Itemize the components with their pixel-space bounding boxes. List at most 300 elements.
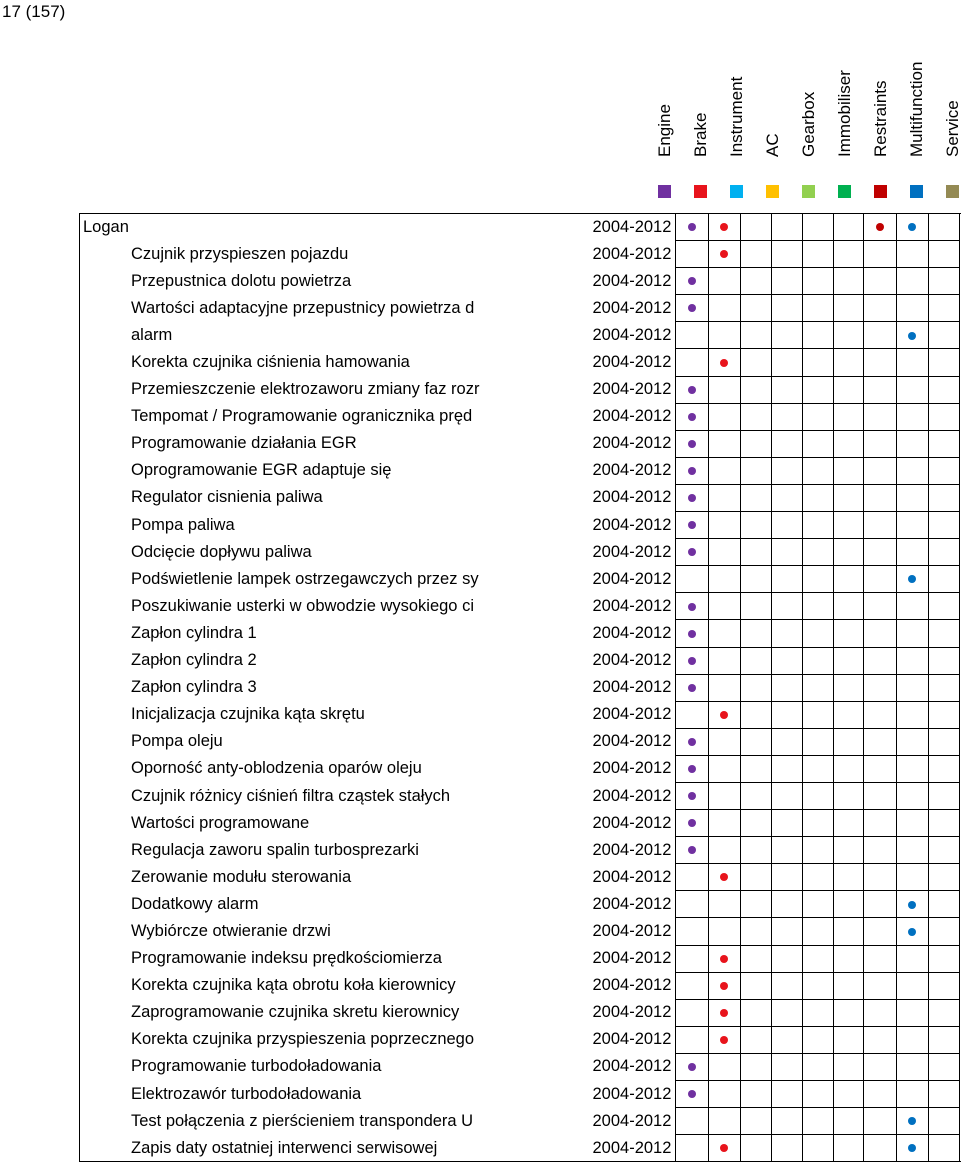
row-years: 2004-2012 <box>592 813 672 832</box>
cell-service <box>928 1108 959 1135</box>
row-years: 2004-2012 <box>592 569 672 588</box>
cell-multifunction <box>896 1108 928 1135</box>
cell-gearbox <box>802 566 833 593</box>
cell-immobiliser <box>833 484 864 511</box>
row-years: 2004-2012 <box>592 732 672 751</box>
cell-immobiliser <box>833 295 864 322</box>
cell-gearbox <box>802 864 833 891</box>
cell-instrument <box>740 864 771 891</box>
row-name: Inicjalizacja czujnika kąta skrętu <box>131 705 365 724</box>
cell-brake <box>708 1081 740 1108</box>
cell-immobiliser <box>833 322 864 349</box>
cell-brake <box>708 1053 740 1080</box>
row-name: Tempomat / Programowanie ogranicznika pręd <box>131 407 473 426</box>
cell-brake <box>708 1135 740 1162</box>
table-row <box>79 457 960 484</box>
cell-service <box>928 241 959 268</box>
cell-engine <box>676 484 708 511</box>
cell-instrument <box>740 539 771 566</box>
cell-gearbox <box>802 295 833 322</box>
cell-service <box>928 1053 959 1080</box>
cell-multifunction <box>896 837 928 864</box>
column-label-restraints: Restraints <box>871 80 890 157</box>
cell-service <box>928 484 959 511</box>
row-years: 2004-2012 <box>592 840 672 859</box>
cell-brake <box>708 782 740 809</box>
marker-dot-engine <box>688 467 696 475</box>
row-years: 2004-2012 <box>592 867 672 886</box>
cell-restraints <box>864 376 896 403</box>
cell-gearbox <box>802 512 833 539</box>
cell-instrument <box>740 837 771 864</box>
cell-ac <box>771 728 802 755</box>
row-years: 2004-2012 <box>592 705 672 724</box>
cell-instrument <box>740 1053 771 1080</box>
cell-brake <box>708 349 740 376</box>
cell-gearbox <box>802 268 833 295</box>
row-years: 2004-2012 <box>592 976 672 995</box>
cell-restraints <box>864 268 896 295</box>
row-years: 2004-2012 <box>592 786 672 805</box>
cell-immobiliser <box>833 349 864 376</box>
cell-service <box>928 674 959 701</box>
cell-instrument <box>740 972 771 999</box>
cell-engine <box>676 430 708 457</box>
column-header-brake <box>683 0 719 205</box>
cell-brake <box>708 457 740 484</box>
cell-immobiliser <box>833 566 864 593</box>
row-name: Test połączenia z pierścieniem transpondera U <box>131 1111 474 1130</box>
cell-brake <box>708 810 740 837</box>
marker-dot-brake <box>720 359 728 367</box>
marker-dot-brake <box>720 223 728 231</box>
cell-gearbox <box>802 593 833 620</box>
cell-ac <box>771 972 802 999</box>
cell-service <box>928 810 959 837</box>
cell-service <box>928 945 959 972</box>
table-row <box>79 1135 960 1162</box>
row-name: Pompa oleju <box>131 732 223 751</box>
cell-service <box>928 322 959 349</box>
cell-restraints <box>864 891 896 918</box>
cell-gearbox <box>802 918 833 945</box>
cell-brake <box>708 376 740 403</box>
cell-ac <box>771 593 802 620</box>
marker-dot-brake <box>720 711 728 719</box>
cell-brake <box>708 295 740 322</box>
marker-dot-engine <box>688 413 696 421</box>
marker-dot-multifunction <box>908 928 916 936</box>
cell-service <box>928 512 959 539</box>
table-row <box>79 945 960 972</box>
table-row <box>79 1108 960 1135</box>
table-row <box>79 322 960 349</box>
cell-ac <box>771 1053 802 1080</box>
column-label-instrument: Instrument <box>727 76 746 157</box>
row-years: 2004-2012 <box>592 542 672 561</box>
row-name: Regulacja zaworu spalin turbosprezarki <box>131 840 419 859</box>
cell-instrument <box>740 403 771 430</box>
cell-instrument <box>740 322 771 349</box>
legend-square-engine <box>658 185 671 198</box>
row-name: Programowanie działania EGR <box>131 434 357 453</box>
marker-dot-multifunction <box>908 575 916 583</box>
column-header-service <box>935 0 971 205</box>
cell-engine <box>676 376 708 403</box>
row-name: Oporność anty-oblodzenia oparów oleju <box>131 759 422 778</box>
table-row <box>79 620 960 647</box>
cell-gearbox <box>802 376 833 403</box>
row-years: 2004-2012 <box>592 353 672 372</box>
cell-gearbox <box>802 1135 833 1162</box>
cell-restraints <box>864 322 896 349</box>
cell-restraints <box>864 484 896 511</box>
table-row <box>79 1081 960 1108</box>
cell-engine <box>676 1108 708 1135</box>
marker-dot-brake <box>720 955 728 963</box>
cell-immobiliser <box>833 701 864 728</box>
cell-immobiliser <box>833 1108 864 1135</box>
cell-restraints <box>864 430 896 457</box>
marker-dot-engine <box>688 223 696 231</box>
cell-multifunction <box>896 214 928 241</box>
cell-ac <box>771 403 802 430</box>
cell-instrument <box>740 728 771 755</box>
table-row <box>79 376 960 403</box>
cell-service <box>928 1135 959 1162</box>
row-name: Zerowanie modułu sterowania <box>131 867 352 886</box>
cell-gearbox <box>802 701 833 728</box>
cell-restraints <box>864 1135 896 1162</box>
row-years: 2004-2012 <box>592 515 672 534</box>
cell-gearbox <box>802 810 833 837</box>
row-name: Odcięcie dopływu paliwa <box>131 542 312 561</box>
cell-immobiliser <box>833 593 864 620</box>
cell-instrument <box>740 810 771 837</box>
cell-service <box>928 755 959 782</box>
column-label-service: Service <box>943 100 962 157</box>
cell-ac <box>771 484 802 511</box>
table-row <box>79 701 960 728</box>
marker-dot-engine <box>688 738 696 746</box>
marker-dot-engine <box>688 440 696 448</box>
row-name: Elektrozawór turbodoładowania <box>131 1084 362 1103</box>
column-header-multifunction <box>899 0 935 205</box>
cell-instrument <box>740 214 771 241</box>
marker-dot-engine <box>688 1063 696 1071</box>
row-years: 2004-2012 <box>592 1030 672 1049</box>
row-years: 2004-2012 <box>592 1057 672 1076</box>
cell-service <box>928 1081 959 1108</box>
cell-ac <box>771 512 802 539</box>
cell-restraints <box>864 918 896 945</box>
cell-service <box>928 566 959 593</box>
row-name: Korekta czujnika ciśnienia hamowania <box>131 353 410 372</box>
cell-brake <box>708 214 740 241</box>
cell-instrument <box>740 1081 771 1108</box>
cell-multifunction <box>896 1053 928 1080</box>
cell-brake <box>708 701 740 728</box>
cell-restraints <box>864 295 896 322</box>
row-years: 2004-2012 <box>592 407 672 426</box>
cell-service <box>928 430 959 457</box>
marker-dot-engine <box>688 277 696 285</box>
cell-ac <box>771 457 802 484</box>
table-row <box>79 864 960 891</box>
cell-gearbox <box>802 241 833 268</box>
cell-service <box>928 728 959 755</box>
cell-service <box>928 403 959 430</box>
legend-square-multifunction <box>910 185 923 198</box>
cell-service <box>928 999 959 1026</box>
cell-engine <box>676 349 708 376</box>
cell-engine <box>676 403 708 430</box>
cell-multifunction <box>896 512 928 539</box>
cell-ac <box>771 1026 802 1053</box>
row-years: 2004-2012 <box>592 244 672 263</box>
cell-engine <box>676 918 708 945</box>
cell-multifunction <box>896 728 928 755</box>
cell-restraints <box>864 782 896 809</box>
cell-ac <box>771 810 802 837</box>
marker-dot-engine <box>688 819 696 827</box>
row-name: Wartości programowane <box>131 813 310 832</box>
cell-multifunction <box>896 295 928 322</box>
row-years: 2004-2012 <box>592 325 672 344</box>
cell-engine <box>676 1135 708 1162</box>
legend-square-instrument <box>730 185 743 198</box>
cell-immobiliser <box>833 810 864 837</box>
cell-ac <box>771 782 802 809</box>
table-row <box>79 484 960 511</box>
row-name: Korekta czujnika kąta obrotu koła kierownicy <box>131 976 456 995</box>
cell-brake <box>708 728 740 755</box>
cell-brake <box>708 593 740 620</box>
cell-gearbox <box>802 457 833 484</box>
cell-ac <box>771 891 802 918</box>
cell-ac <box>771 1108 802 1135</box>
cell-instrument <box>740 620 771 647</box>
cell-engine <box>676 999 708 1026</box>
cell-brake <box>708 512 740 539</box>
cell-immobiliser <box>833 782 864 809</box>
cell-service <box>928 891 959 918</box>
column-label-brake: Brake <box>691 112 710 157</box>
row-years: 2004-2012 <box>592 488 672 507</box>
cell-multifunction <box>896 349 928 376</box>
cell-instrument <box>740 701 771 728</box>
cell-gearbox <box>802 539 833 566</box>
cell-multifunction <box>896 539 928 566</box>
cell-restraints <box>864 1053 896 1080</box>
cell-immobiliser <box>833 1135 864 1162</box>
cell-brake <box>708 403 740 430</box>
cell-immobiliser <box>833 945 864 972</box>
cell-instrument <box>740 295 771 322</box>
marker-dot-brake <box>720 250 728 258</box>
table-row <box>79 647 960 674</box>
cell-brake <box>708 566 740 593</box>
cell-engine <box>676 241 708 268</box>
cell-engine <box>676 837 708 864</box>
cell-gearbox <box>802 755 833 782</box>
cell-multifunction <box>896 430 928 457</box>
row-name: Korekta czujnika przyspieszenia poprzecznego <box>131 1030 475 1049</box>
cell-service <box>928 620 959 647</box>
cell-engine <box>676 593 708 620</box>
cell-instrument <box>740 891 771 918</box>
cell-ac <box>771 349 802 376</box>
marker-dot-engine <box>688 846 696 854</box>
row-years: 2004-2012 <box>592 596 672 615</box>
row-name: Zapłon cylindra 2 <box>131 651 257 670</box>
row-name: alarm <box>131 325 173 344</box>
cell-brake <box>708 999 740 1026</box>
legend-square-gearbox <box>802 185 815 198</box>
cell-instrument <box>740 1135 771 1162</box>
row-name: Logan <box>83 217 129 236</box>
cell-brake <box>708 891 740 918</box>
cell-engine <box>676 810 708 837</box>
cell-brake <box>708 647 740 674</box>
cell-restraints <box>864 403 896 430</box>
cell-service <box>928 837 959 864</box>
cell-restraints <box>864 701 896 728</box>
table-row <box>79 810 960 837</box>
cell-immobiliser <box>833 972 864 999</box>
cell-instrument <box>740 512 771 539</box>
cell-immobiliser <box>833 647 864 674</box>
row-years: 2004-2012 <box>592 271 672 290</box>
cell-gearbox <box>802 945 833 972</box>
cell-restraints <box>864 728 896 755</box>
cell-restraints <box>864 972 896 999</box>
marker-dot-multifunction <box>908 223 916 231</box>
cell-engine <box>676 945 708 972</box>
cell-service <box>928 268 959 295</box>
cell-instrument <box>740 945 771 972</box>
cell-engine <box>676 701 708 728</box>
cell-brake <box>708 945 740 972</box>
cell-gearbox <box>802 214 833 241</box>
cell-instrument <box>740 349 771 376</box>
cell-engine <box>676 674 708 701</box>
cell-engine <box>676 755 708 782</box>
cell-brake <box>708 972 740 999</box>
column-header-instrument <box>719 0 755 205</box>
cell-immobiliser <box>833 376 864 403</box>
cell-instrument <box>740 241 771 268</box>
cell-gearbox <box>802 1081 833 1108</box>
cell-immobiliser <box>833 620 864 647</box>
cell-ac <box>771 322 802 349</box>
cell-immobiliser <box>833 539 864 566</box>
cell-engine <box>676 864 708 891</box>
row-name: Dodatkowy alarm <box>131 894 259 913</box>
cell-service <box>928 539 959 566</box>
marker-dot-brake <box>720 1144 728 1152</box>
cell-gearbox <box>802 647 833 674</box>
marker-dot-multifunction <box>908 1144 916 1152</box>
cell-restraints <box>864 999 896 1026</box>
cell-immobiliser <box>833 837 864 864</box>
column-header-restraints <box>863 0 899 205</box>
marker-dot-engine <box>688 630 696 638</box>
cell-brake <box>708 837 740 864</box>
cell-instrument <box>740 484 771 511</box>
cell-restraints <box>864 620 896 647</box>
cell-brake <box>708 620 740 647</box>
legend-square-brake <box>694 185 707 198</box>
marker-dot-brake <box>720 982 728 990</box>
marker-dot-multifunction <box>908 332 916 340</box>
table-row <box>79 512 960 539</box>
cell-multifunction <box>896 864 928 891</box>
column-header-ac <box>755 0 791 205</box>
cell-engine <box>676 457 708 484</box>
cell-gearbox <box>802 891 833 918</box>
cell-gearbox <box>802 403 833 430</box>
cell-gearbox <box>802 728 833 755</box>
table-row <box>79 268 960 295</box>
cell-multifunction <box>896 1081 928 1108</box>
cell-engine <box>676 512 708 539</box>
row-years: 2004-2012 <box>592 623 672 642</box>
cell-restraints <box>864 837 896 864</box>
cell-ac <box>771 755 802 782</box>
cell-ac <box>771 918 802 945</box>
table-row <box>79 566 960 593</box>
cell-immobiliser <box>833 728 864 755</box>
cell-restraints <box>864 810 896 837</box>
row-years: 2004-2012 <box>592 298 672 317</box>
cell-restraints <box>864 593 896 620</box>
row-years: 2004-2012 <box>592 678 672 697</box>
row-years: 2004-2012 <box>592 461 672 480</box>
cell-engine <box>676 728 708 755</box>
cell-instrument <box>740 268 771 295</box>
row-years: 2004-2012 <box>592 380 672 399</box>
cell-instrument <box>740 782 771 809</box>
cell-restraints <box>864 512 896 539</box>
cell-brake <box>708 1108 740 1135</box>
cell-service <box>928 376 959 403</box>
cell-gearbox <box>802 674 833 701</box>
cell-engine <box>676 268 708 295</box>
cell-gearbox <box>802 972 833 999</box>
cell-brake <box>708 1026 740 1053</box>
page-number: 17 (157) <box>2 2 66 21</box>
cell-service <box>928 972 959 999</box>
row-name: Zapłon cylindra 1 <box>131 623 257 642</box>
cell-multifunction <box>896 782 928 809</box>
marker-dot-brake <box>720 1036 728 1044</box>
cell-restraints <box>864 241 896 268</box>
table-row <box>79 891 960 918</box>
cell-restraints <box>864 1081 896 1108</box>
marker-dot-engine <box>688 603 696 611</box>
cell-immobiliser <box>833 999 864 1026</box>
cell-multifunction <box>896 945 928 972</box>
cell-ac <box>771 999 802 1026</box>
cell-restraints <box>864 566 896 593</box>
cell-brake <box>708 539 740 566</box>
cell-restraints <box>864 1026 896 1053</box>
cell-multifunction <box>896 701 928 728</box>
cell-engine <box>676 782 708 809</box>
marker-dot-engine <box>688 657 696 665</box>
table-row <box>79 593 960 620</box>
